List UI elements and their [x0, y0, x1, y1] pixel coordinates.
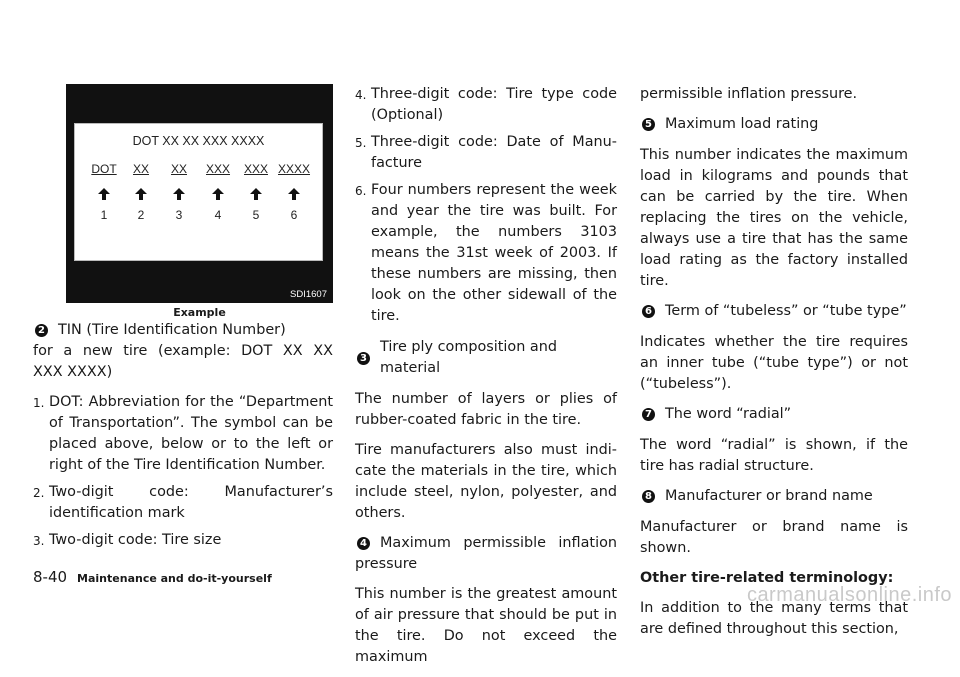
segment-number: 6	[290, 208, 298, 222]
circled-number-icon: 4	[357, 537, 370, 550]
list-number: 2.	[33, 486, 45, 500]
segment-label: XXX	[243, 162, 269, 176]
list-item	[33, 392, 333, 476]
heading-text: Maximum load rating	[665, 116, 819, 132]
paragraph: This number is the greatest amount of air pressure that should be put in the tire. Do not exceed the maximum	[355, 586, 617, 665]
segment-number: 5	[252, 208, 260, 222]
segment-number: 4	[214, 208, 222, 222]
section-heading	[33, 320, 333, 341]
paragraph: permissible inflation pressure.	[640, 86, 858, 102]
figure-panel	[74, 123, 323, 261]
list-text: Four numbers represent the week and year the tire was built. For example, the numbers 3103 means the 31st week of 2003. If these numbers are missing, then look on the other sidewall of the tire.	[371, 182, 617, 324]
list-text: Two-digit code: Manufacturer’s identification mark	[49, 484, 333, 521]
section-heading	[640, 301, 908, 322]
paragraph: Tire manufacturers also must indicate the materials in the tire, which include steel, nylon, polyester, and others.	[355, 442, 617, 521]
segment-label: XXX	[205, 162, 231, 176]
bold-subheading: Other tire-related terminology:	[640, 570, 894, 586]
list-text: Two-digit code: Tire size	[49, 532, 222, 548]
segment-number: 2	[137, 208, 145, 222]
list-number: 6.	[355, 184, 367, 198]
paragraph: The word “radial” is shown, if the tire has radial structure.	[640, 437, 908, 474]
list-item	[355, 180, 617, 327]
circled-number-icon: 3	[357, 352, 370, 365]
list-number: 4.	[355, 88, 367, 102]
section-heading	[355, 337, 617, 379]
column-2	[355, 84, 617, 677]
list-item	[33, 530, 333, 552]
list-number: 5.	[355, 136, 367, 150]
heading-text: Term of “tubeless” or “tube type”	[665, 303, 907, 319]
heading-text: Manufacturer or brand name	[665, 488, 873, 504]
paragraph: In addition to the many terms that are defined throughout this section,	[640, 600, 908, 637]
heading-text: TIN (Tire Identification Number)	[58, 322, 286, 338]
heading-continuation: for a new tire (example: DOT XX XX	[33, 343, 333, 359]
segment-label: XX	[170, 162, 188, 176]
figure-title: DOT XX XX XXX XXXX	[132, 134, 265, 148]
list-item	[355, 132, 617, 174]
watermark: carmanualsonline.info	[746, 584, 952, 606]
figure-code: SDI1607	[290, 289, 327, 300]
section-heading	[355, 533, 617, 554]
list-text: DOT: Abbreviation for the “Department of Transportation”. The symbol can be placed above, below or to the left or right of the Tire Identification Number.	[49, 394, 333, 473]
up-arrow-icon	[212, 188, 224, 203]
circled-number-icon: 5	[642, 118, 655, 131]
list-item	[355, 84, 617, 126]
heading-text: The word “radial”	[665, 406, 792, 422]
circled-number-icon: 6	[642, 305, 655, 318]
section-name: Maintenance and do-it-yourself	[77, 572, 272, 585]
column-3	[640, 84, 908, 649]
heading-continuation: XXX XXXX)	[33, 364, 113, 380]
paragraph: Manufacturer or brand name is shown.	[640, 519, 908, 556]
list-item	[33, 482, 333, 524]
page-footer	[33, 568, 272, 586]
page-number: 8-40	[33, 568, 68, 586]
section-heading	[640, 114, 908, 135]
circled-number-icon: 2	[35, 324, 48, 337]
heading-text: Maximum permissible inflation	[380, 535, 617, 551]
segment-label: XXXX	[277, 162, 311, 176]
up-arrow-icon	[288, 188, 300, 203]
heading-continuation: pressure	[355, 556, 418, 572]
column-1	[33, 320, 333, 558]
segment-label: XX	[132, 162, 150, 176]
up-arrow-icon	[135, 188, 147, 203]
paragraph: The number of layers or plies of rubber-coated fabric in the tire.	[355, 391, 617, 428]
circled-number-icon: 7	[642, 408, 655, 421]
up-arrow-icon	[250, 188, 262, 203]
list-number: 3.	[33, 534, 45, 548]
tin-example-figure	[66, 84, 333, 303]
segment-number: 3	[175, 208, 183, 222]
heading-text: Tire ply composition and material	[380, 339, 557, 376]
list-number: 1.	[33, 396, 45, 410]
section-heading	[640, 404, 908, 425]
up-arrow-icon	[173, 188, 185, 203]
list-text: Three-digit code: Tire type code (Optional)	[371, 86, 617, 123]
list-text: Three-digit code: Date of Manufacture	[371, 134, 617, 171]
figure-caption: Example	[173, 306, 226, 319]
circled-number-icon: 8	[642, 490, 655, 503]
up-arrow-icon	[98, 188, 110, 203]
segment-label: DOT	[91, 162, 117, 176]
paragraph: Indicates whether the tire requires an inner tube (“tube type”) or not (“tubeless”).	[640, 334, 908, 392]
section-heading	[640, 486, 908, 507]
segment-number: 1	[100, 208, 108, 222]
paragraph: This number indicates the maximum load in kilograms and pounds that can be carried by the tire. When replacing the tires on the vehicle, always use a tire that has the same load rating as the factory installed tire.	[640, 147, 908, 289]
